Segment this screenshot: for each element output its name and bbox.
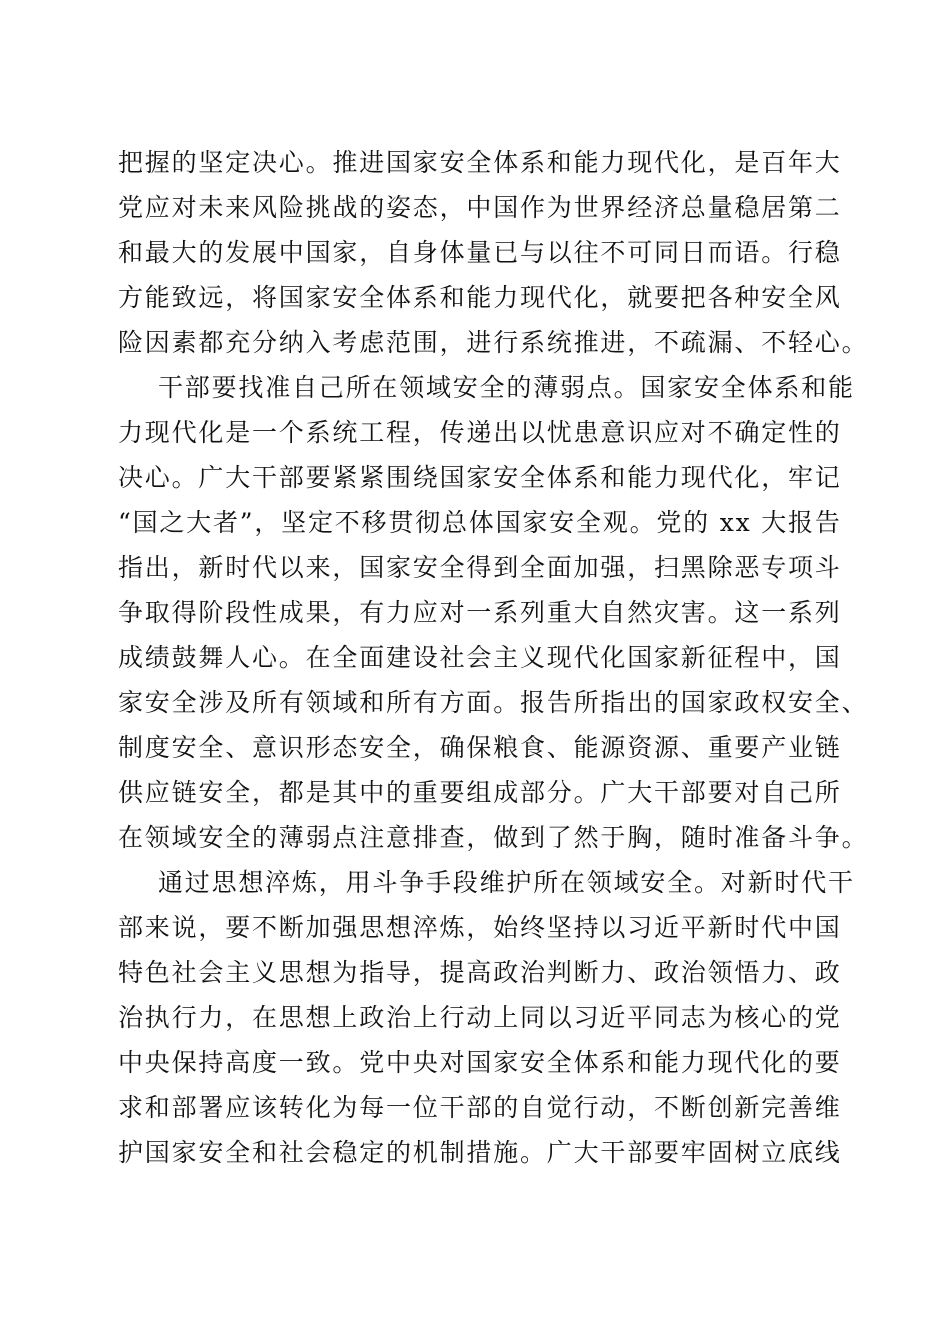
paragraph-2 — [118, 365, 869, 860]
text-line: 家安全涉及所有领域和所有方面。报告所指出的国家政权安全、 — [118, 688, 869, 717]
text-line: 供应链安全，都是其中的重要组成部分。广大干部要对自己所 — [118, 778, 842, 807]
paragraph-1 — [118, 140, 869, 365]
text-line: 通过思想淬炼，用斗争手段维护所在领域安全。对新时代干 — [158, 868, 855, 897]
text-line: 特色社会主义思想为指导，提高政治判断力、政治领悟力、政 — [118, 958, 842, 987]
text-line: 干部要找准自己所在领域安全的薄弱点。国家安全体系和能 — [158, 373, 855, 402]
text-line: 指出，新时代以来，国家安全得到全面加强，扫黑除恶专项斗 — [118, 553, 842, 582]
paragraph-3 — [118, 860, 855, 1175]
text-line: 方能致远，将国家安全体系和能力现代化，就要把各种安全风 — [118, 283, 842, 312]
text-line: 险因素都充分纳入考虑范围，进行系统推进，不疏漏、不轻心。 — [118, 328, 869, 357]
text-line: 制度安全、意识形态安全，确保粮食、能源资源、重要产业链 — [118, 733, 842, 762]
text-line: 治执行力，在思想上政治上行动上同以习近平同志为核心的党 — [118, 1003, 842, 1032]
text-line: 党应对未来风险挑战的姿态，中国作为世界经济总量稳居第二 — [118, 193, 842, 222]
text-line: 争取得阶段性成果，有力应对一系列重大自然灾害。这一系列 — [118, 598, 842, 627]
text-line: 在领域安全的薄弱点注意排查，做到了然于胸，随时准备斗争。 — [118, 823, 869, 852]
text-line: 力现代化是一个系统工程，传递出以忧患意识应对不确定性的 — [118, 418, 842, 447]
text-line: 求和部署应该转化为每一位干部的自觉行动，不断创新完善维 — [118, 1093, 842, 1122]
text-line: 把握的坚定决心。推进国家安全体系和能力现代化，是百年大 — [118, 148, 842, 177]
text-line: 中央保持高度一致。党中央对国家安全体系和能力现代化的要 — [118, 1048, 842, 1077]
text-line: 护国家安全和社会稳定的机制措施。广大干部要牢固树立底线 — [118, 1138, 842, 1167]
text-line: 和最大的发展中国家，自身体量已与以往不可同日而语。行稳 — [118, 238, 842, 267]
document-body — [118, 140, 869, 1175]
text-line: 部来说，要不断加强思想淬炼，始终坚持以习近平新时代中国 — [118, 913, 842, 942]
text-line: 成绩鼓舞人心。在全面建设社会主义现代化国家新征程中，国 — [118, 643, 842, 672]
text-line: “国之大者”，坚定不移贯彻总体国家安全观。党的 xx 大报告 — [118, 508, 842, 537]
text-line: 决心。广大干部要紧紧围绕国家安全体系和能力现代化，牢记 — [118, 463, 842, 492]
